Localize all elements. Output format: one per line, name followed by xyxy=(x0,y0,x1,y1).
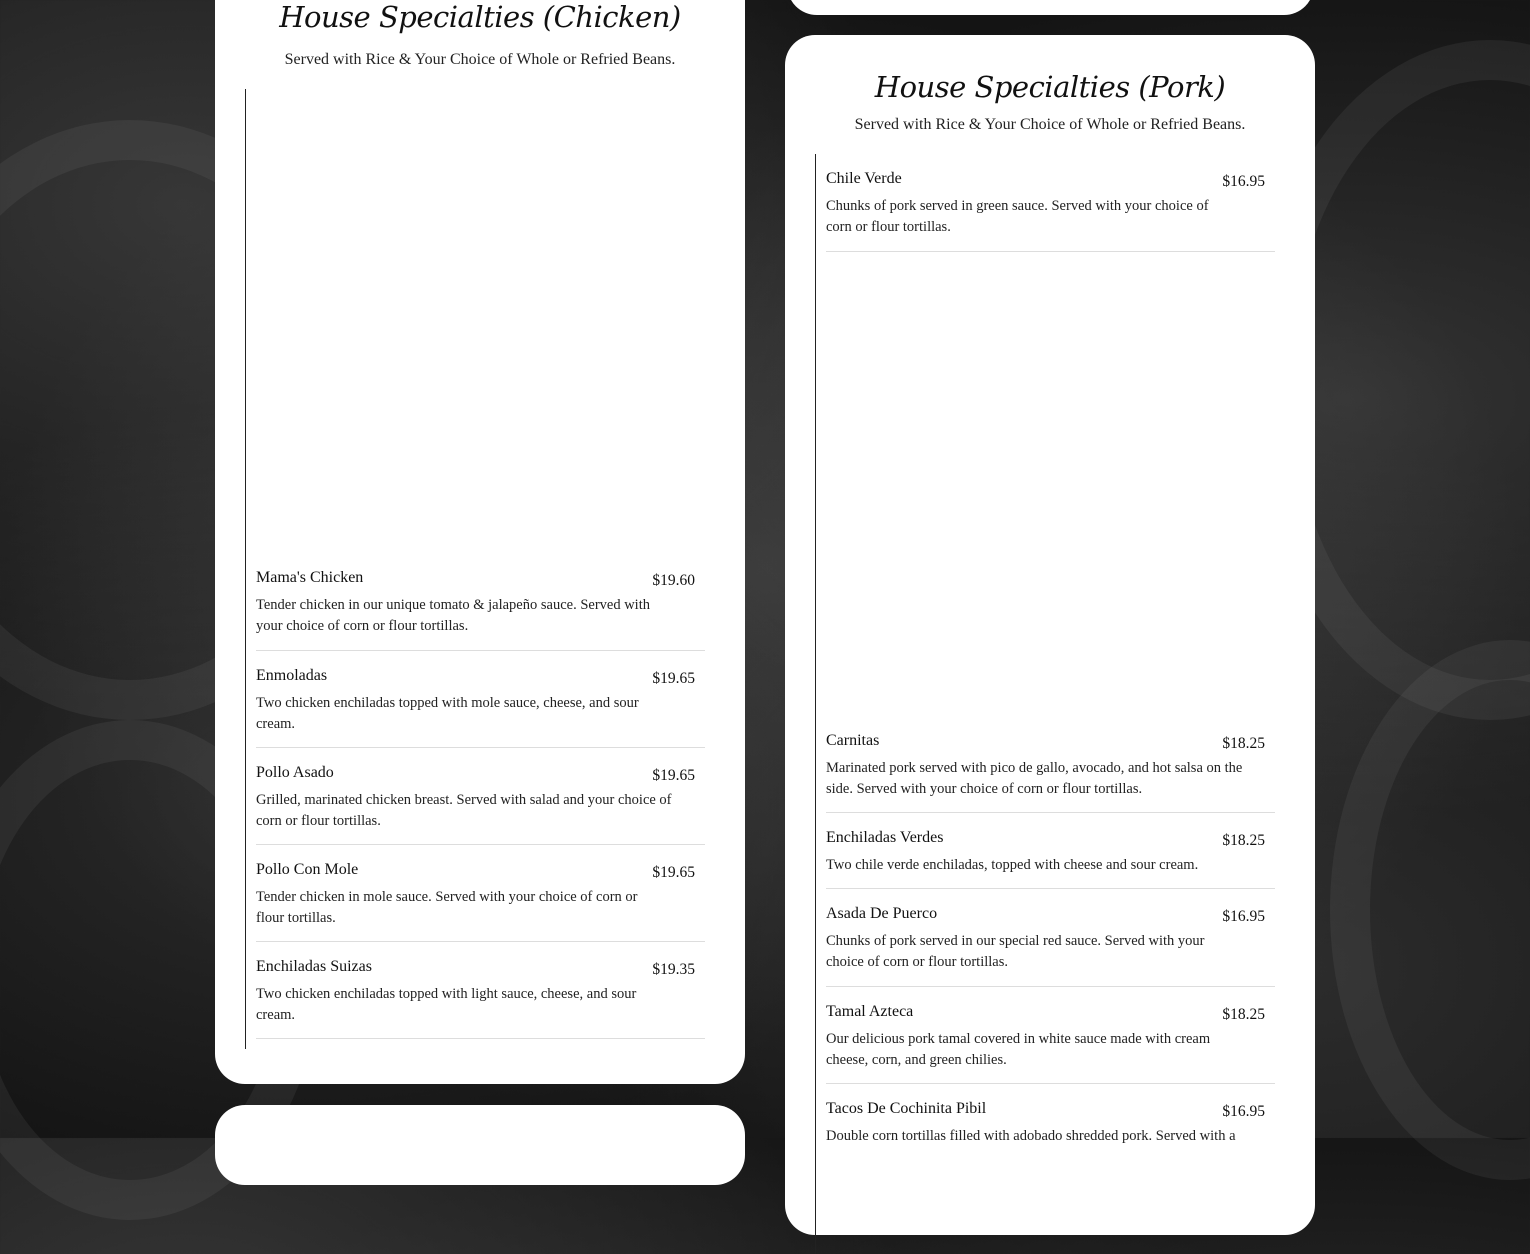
item-price: $19.65 xyxy=(652,767,695,784)
item-price: $19.60 xyxy=(652,572,695,589)
section-subtitle: Served with Rice & Your Choice of Whole or Refried Beans. xyxy=(854,116,1246,133)
item-name: Pollo Con Mole xyxy=(256,861,359,878)
item-name: Mama's Chicken xyxy=(256,569,364,586)
menu-item[interactable] xyxy=(826,732,1275,813)
item-description: Tender chicken in mole sauce. Served with your choice of corn or flour tortillas. xyxy=(256,889,638,926)
section-title: House Specialties (Chicken) xyxy=(279,0,681,34)
menu-card-chicken xyxy=(215,0,745,1084)
menu-item[interactable] xyxy=(826,170,1275,252)
item-description: Our delicious pork tamal covered in white sauce made with cream cheese, corn, and green chilies. xyxy=(826,1031,1211,1068)
item-price: $19.35 xyxy=(652,961,695,978)
item-name: Carnitas xyxy=(826,732,880,749)
menu-item[interactable] xyxy=(826,1003,1275,1084)
section-subtitle: Served with Rice & Your Choice of Whole or Refried Beans. xyxy=(284,51,676,68)
item-price: $18.25 xyxy=(1222,735,1265,752)
item-description: Two chile verde enchiladas, topped with cheese and sour cream. xyxy=(826,857,1199,873)
item-name: Tacos De Cochinita Pibil xyxy=(826,1100,987,1117)
item-price: $18.25 xyxy=(1222,1006,1265,1023)
menu-item[interactable] xyxy=(256,958,705,1039)
background-swirl xyxy=(1330,640,1530,1180)
item-price: $19.65 xyxy=(652,864,695,881)
item-description: Two chicken enchiladas topped with light sauce, cheese, and sour cream. xyxy=(256,986,637,1023)
item-name: Enchiladas Verdes xyxy=(826,829,944,846)
item-description: Two chicken enchiladas topped with mole sauce, cheese, and sour cream. xyxy=(256,695,639,732)
item-name: Chile Verde xyxy=(826,170,902,187)
section-title: House Specialties (Pork) xyxy=(874,70,1226,104)
item-price: $16.95 xyxy=(1222,908,1265,925)
menu-item[interactable] xyxy=(826,905,1275,987)
item-description: Marinated pork served with pico de gallo, avocado, and hot salsa on the side. Served with your choice of corn or flour tortillas. xyxy=(826,760,1243,797)
item-description: Tender chicken in our unique tomato & jalapeño sauce. Served with your choice of corn or flour tortillas. xyxy=(256,597,650,634)
item-name: Tamal Azteca xyxy=(826,1003,914,1020)
item-name: Enmoladas xyxy=(256,667,328,684)
menu-item[interactable] xyxy=(256,861,705,942)
item-name: Pollo Asado xyxy=(256,764,334,781)
menu-item[interactable] xyxy=(826,1100,1275,1181)
item-price: $19.65 xyxy=(652,670,695,687)
item-price: $16.95 xyxy=(1222,173,1265,190)
item-description: Chunks of pork served in our special red sauce. Served with your choice of corn or flour tortillas. xyxy=(826,933,1205,970)
menu-item[interactable] xyxy=(256,667,705,748)
item-name: Asada De Puerco xyxy=(826,905,938,922)
menu-item[interactable] xyxy=(256,764,705,845)
item-name: Enchiladas Suizas xyxy=(256,958,372,975)
menu-item[interactable] xyxy=(826,829,1275,889)
item-price: $16.95 xyxy=(1222,1103,1265,1120)
menu-item[interactable] xyxy=(256,569,705,651)
item-description: Double corn tortillas filled with adobado shredded pork. Served with a xyxy=(826,1128,1236,1144)
next-menu-card xyxy=(215,1105,745,1185)
previous-menu-card xyxy=(787,0,1314,15)
item-price: $18.25 xyxy=(1222,832,1265,849)
vertical-rule xyxy=(815,154,816,1254)
item-description: Grilled, marinated chicken breast. Served with salad and your choice of corn or flour tortillas. xyxy=(256,792,672,829)
menu-card-pork xyxy=(785,35,1315,1235)
vertical-rule xyxy=(245,89,246,1049)
item-description: Chunks of pork served in green sauce. Served with your choice of corn or flour tortillas. xyxy=(826,198,1209,235)
